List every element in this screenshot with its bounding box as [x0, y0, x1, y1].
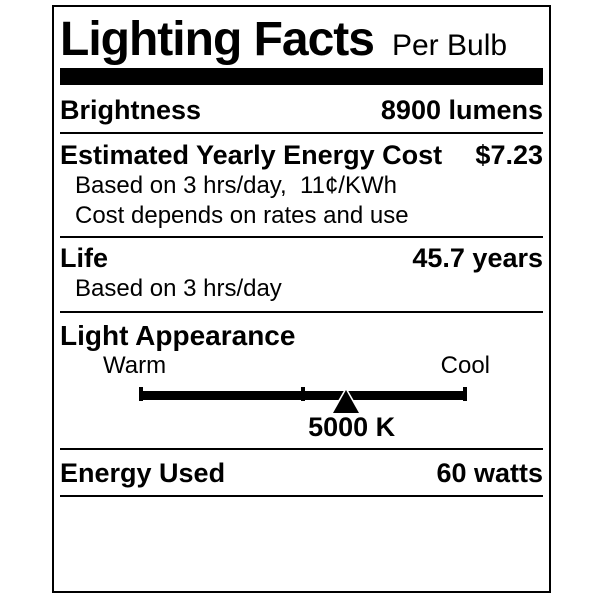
temperature-marker-icon — [331, 387, 361, 413]
energy-cost-note-basis: Based on 3 hrs/day, 11¢/KWh — [75, 172, 397, 199]
brightness-value: 8900 lumens — [380, 95, 543, 125]
scale-bar — [139, 391, 467, 400]
brightness-row — [60, 85, 543, 132]
life-row — [60, 238, 543, 274]
temperature-marker-triangle — [333, 390, 359, 413]
energy-cost-label: Estimated Yearly Energy Cost — [60, 140, 443, 170]
scale-cool-label: Cool — [440, 352, 490, 379]
temperature-value: 5000 K — [308, 412, 396, 442]
label-title: Lighting Facts — [60, 13, 374, 66]
brightness-label: Brightness — [60, 95, 202, 125]
divider — [60, 495, 543, 497]
light-appearance-scale — [60, 387, 543, 443]
energy-used-row — [60, 450, 543, 495]
energy-cost-row — [60, 134, 543, 171]
life-label: Life — [60, 243, 109, 273]
energy-used-label: Energy Used — [60, 458, 226, 488]
scale-warm-label: Warm — [103, 352, 167, 379]
header-thick-bar — [60, 68, 543, 85]
label-header — [60, 7, 543, 64]
label-title-suffix: Per Bulb — [391, 29, 508, 62]
energy-used-value: 60 watts — [436, 458, 543, 488]
lighting-facts-label — [52, 5, 551, 593]
energy-cost-value: $7.23 — [475, 140, 543, 170]
warm-cool-labels — [60, 352, 543, 379]
life-note-basis: Based on 3 hrs/day — [75, 275, 282, 302]
light-appearance-heading: Light Appearance — [60, 320, 296, 351]
life-value: 45.7 years — [412, 243, 543, 273]
energy-cost-note-disclaimer: Cost depends on rates and use — [75, 202, 409, 229]
